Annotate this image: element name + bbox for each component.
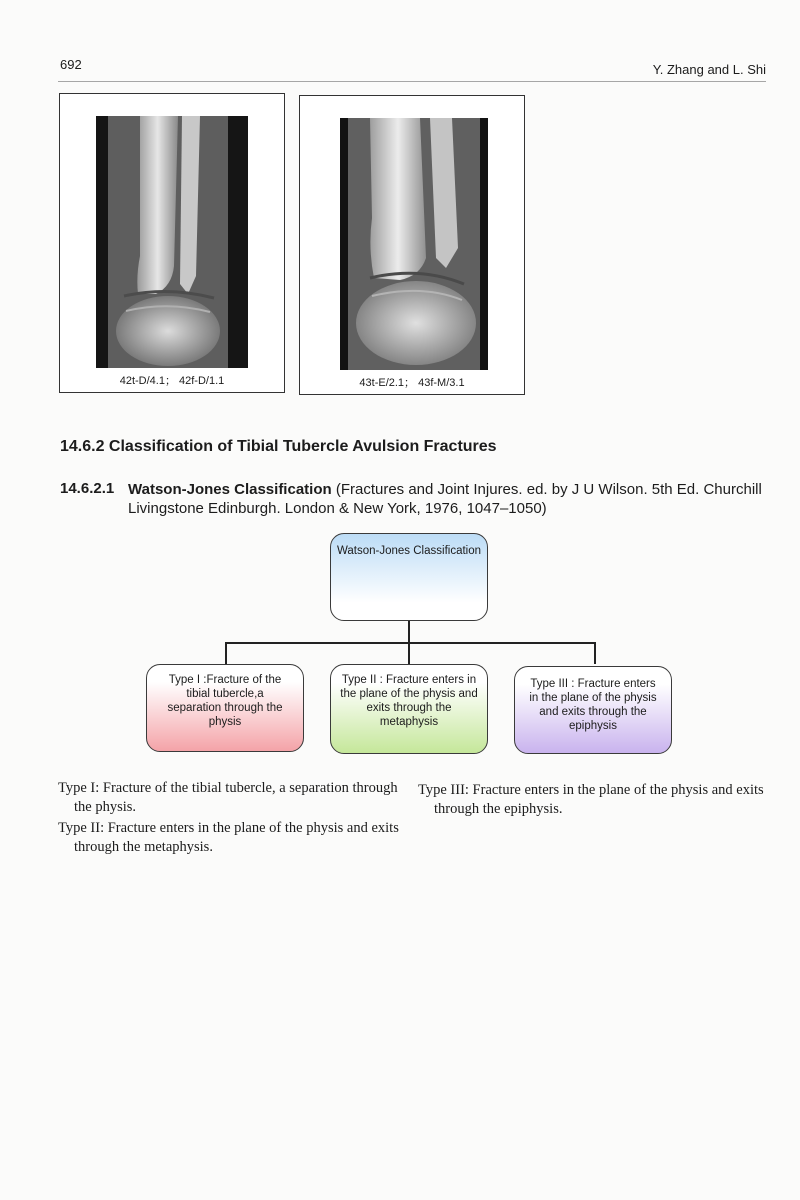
- diagram-child-box-type-3: [514, 666, 672, 754]
- type-1-description: Type I: Fracture of the tibial tubercle, a separation through the physis.: [58, 780, 398, 815]
- diagram-child-box-type-1: [146, 664, 304, 752]
- diagram-child-label: Type III : Fracture enters in the plane of the physis and exits through the epiphysis: [529, 678, 657, 732]
- figure-caption: 42t-D/4.1； 42f-D/1.1: [119, 375, 225, 387]
- xray-image-left: [96, 116, 248, 368]
- connector-line: [225, 642, 596, 644]
- connector-line: [594, 642, 596, 664]
- section-heading: 14.6.2 Classification of Tibial Tubercle Avulsion Fractures: [60, 438, 497, 455]
- subsection-number: 14.6.2.1: [60, 480, 115, 497]
- header-rule: [58, 81, 766, 82]
- xray-image-right: [340, 118, 488, 370]
- connector-line: [408, 621, 410, 643]
- type-2-description: Type II: Fracture enters in the plane of the physis and exits through the metaphysis.: [58, 820, 399, 855]
- diagram-root-box: [330, 533, 488, 621]
- connector-line: [225, 642, 227, 664]
- xray-figure-right: [299, 95, 525, 395]
- type-3-description: Type III: Fracture enters in the plane of the physis and exits through the epiphysis.: [418, 782, 764, 817]
- type-descriptions-left: [58, 779, 408, 859]
- subsection-title: Watson-Jones Classification: [128, 481, 332, 498]
- diagram-root-label: Watson-Jones Classification: [336, 545, 482, 557]
- type-descriptions-right: [418, 781, 770, 821]
- running-head: Y. Zhang and L. Shi: [652, 62, 766, 77]
- diagram-child-label: Type I :Fracture of the tibial tubercle,a separation through the physis: [167, 674, 283, 728]
- subsection-heading: [128, 480, 768, 518]
- connector-line: [408, 642, 410, 664]
- page-number: 692: [60, 57, 82, 72]
- diagram-child-label: Type II : Fracture enters in the plane of the physis and exits through the metaphysis: [340, 674, 478, 728]
- figure-caption: 43t-E/2.1； 43f-M/3.1: [359, 377, 465, 389]
- diagram-child-box-type-2: [330, 664, 488, 754]
- xray-figure-left: [59, 93, 285, 393]
- subsection-reference: (Fractures and Joint Injures. ed. by J U Wilson. 5th Ed. Churchill Livingstone Edinburgh. London & New York, 1976, 1047–1050): [128, 481, 762, 517]
